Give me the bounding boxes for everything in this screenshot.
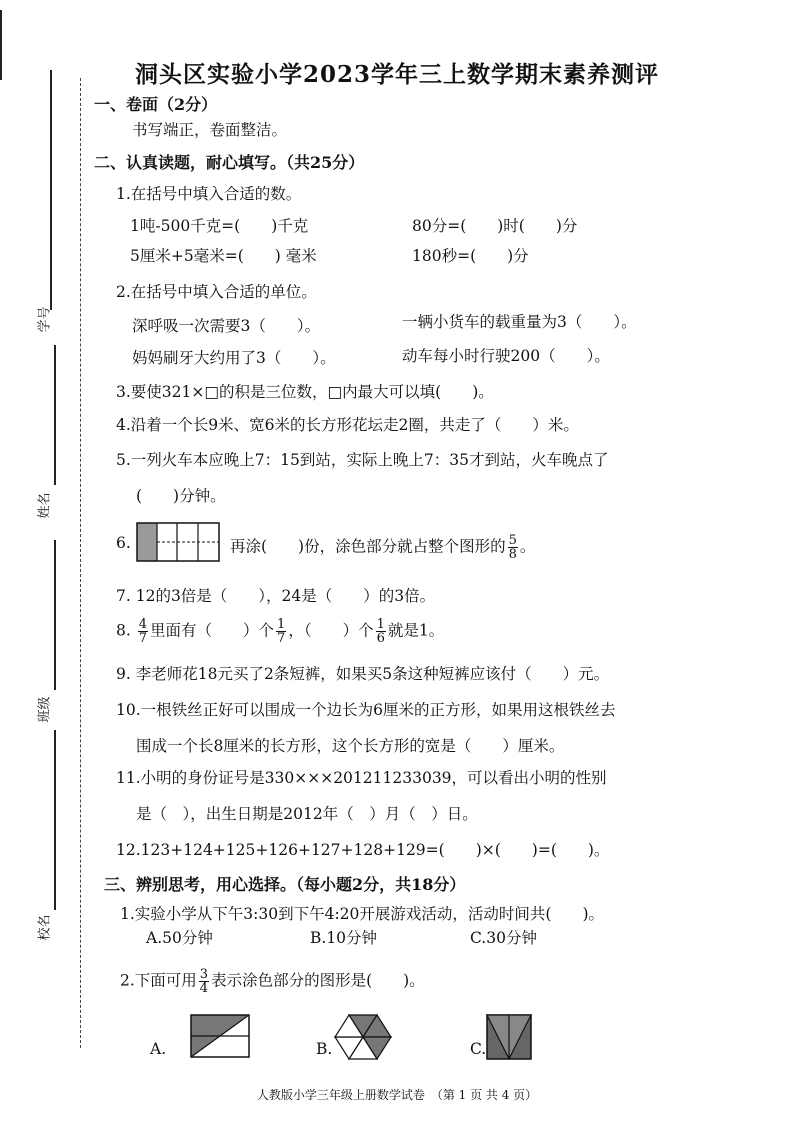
q10-line1: 10.一根铁丝正好可以围成一个边长为6厘米的正方形，如果用这根铁丝去 [116,701,616,719]
q9: 9. 李老师花18元买了2条短裤，如果买5条这种短裤应该付（ ）元。 [116,665,610,683]
q8-fraction-2 [276,618,286,645]
q8-f2-denominator: 7 [277,631,286,646]
xingming-label: 姓名 [37,492,53,519]
q8-f1-denominator: 7 [138,631,148,646]
q6-text [230,534,535,561]
q6-fraction-denominator: 8 [508,547,517,562]
q6-fraction [508,534,518,561]
banji-label: 班级 [37,696,53,723]
q6-number: 6. [116,534,131,552]
q11-line2: 是（ ），出生日期是2012年（ ）月（ ）日。 [136,805,478,823]
q8-text-3: 就是1。 [387,621,445,640]
q8 [116,618,444,645]
s3-q1-stem: 1.实验小学从下午3:30到下午4:20开展游戏活动，活动时间共( )。 [120,905,604,923]
s3-q2-pre: 2.下面可用 [120,971,197,990]
section-1-heading: 一、卷面（2分） [94,95,218,114]
s3-q2-post: 表示涂色部分的图形是( )。 [211,971,425,990]
q2-c: 妈妈刷牙大约用了3（ ）。 [132,349,336,367]
q8-text-1: 里面有（ ）个 [150,621,275,640]
q3: 3.要使321×□的积是三位数，□内最大可以填( )。 [116,383,494,401]
margin-line [54,730,56,910]
page-footer: 人教版小学三年级上册数学试卷 （第 1 页 共 4 页） [256,1088,538,1102]
q6-shaded-cell [137,523,157,561]
q1-c: 5厘米+5毫米=( ) 毫米 [130,247,317,265]
option-c-figure[interactable] [486,1014,532,1060]
q11-line1: 11.小明的身份证号是330×××201211233039，可以看出小明的性别 [116,769,607,787]
s3-q1-option-c[interactable]: C.30分钟 [470,929,537,947]
q5-line2: ( )分钟。 [136,487,226,505]
q8-f1-numerator: 4 [138,617,148,632]
option-a-figure[interactable] [190,1014,250,1058]
s3-q2-fraction-numerator: 3 [199,967,209,982]
xuehao-label: 学号 [37,306,53,333]
q8-f3-denominator: 6 [376,631,385,646]
q8-number: 8. [116,621,131,640]
s3-q2 [120,968,425,995]
q2-b: 一辆小货车的载重量为3（ ）。 [402,313,637,331]
q4: 4.沿着一个长9米、宽6米的长方形花坛走2圈，共走了（ ）米。 [116,416,579,434]
q12: 12.123+124+125+126+127+128+129=( )×( )=( )。 [116,841,610,859]
q2-stem: 2.在括号中填入合适的单位。 [116,283,317,301]
q6-strip-figure [136,522,220,562]
q8-f2-numerator: 1 [277,617,286,632]
q5-line1: 5.一列火车本应晚上7：15到站，实际上晚上7：35才到站，火车晚点了 [116,451,609,469]
q10-line2: 围成一个长8厘米的长方形，这个长方形的宽是（ ）厘米。 [136,737,565,755]
page-title: 洞头区实验小学2023学年三上数学期末素养测评 [134,61,659,88]
q6-fraction-numerator: 5 [508,533,517,548]
q8-fraction-3 [376,618,386,645]
q8-text-2: ，（ ）个 [288,621,374,640]
q8-fraction-1 [138,618,148,645]
xiaoming-label: 校名 [37,914,53,941]
margin-line [50,70,52,310]
s3-q1-option-b[interactable]: B.10分钟 [310,929,378,947]
q6-end: 。 [519,537,536,556]
margin-line [54,540,56,690]
q2-d: 动车每小时行驶200（ ）。 [402,347,610,365]
s3-q2-fraction-denominator: 4 [199,981,209,996]
q2-a: 深呼吸一次需要3（ ）。 [132,317,321,335]
q1-stem: 1.在括号中填入合适的数。 [116,185,302,203]
s3-q2-option-b-label[interactable]: B. [316,1040,333,1058]
q8-f3-numerator: 1 [376,617,385,632]
s3-q2-option-c-label[interactable]: C. [470,1040,487,1058]
q7: 7. 12的3倍是（ ），24是（ ）的3倍。 [116,587,436,605]
option-b-hexagon[interactable] [334,1014,392,1060]
q1-b: 80分=( )时( )分 [412,217,578,235]
dashed-cut-line [80,78,81,1048]
s3-q2-option-a-label[interactable]: A. [150,1040,167,1058]
s3-q1-option-a[interactable]: A.50分钟 [146,929,213,947]
section-2-heading: 二、认真读题，耐心填写。（共25分） [94,153,365,172]
section-1-text: 书写端正，卷面整洁。 [132,121,288,139]
q1-a: 1吨-500千克=( )千克 [130,217,309,235]
q1-d: 180秒=( )分 [412,247,529,265]
margin-line [54,345,56,485]
section-3-heading: 三、辨别思考，用心选择。（每小题2分，共18分） [104,875,466,894]
q6-question: 再涂( )份，涂色部分就占整个图形的 [230,537,506,556]
s3-q2-fraction [199,968,209,995]
